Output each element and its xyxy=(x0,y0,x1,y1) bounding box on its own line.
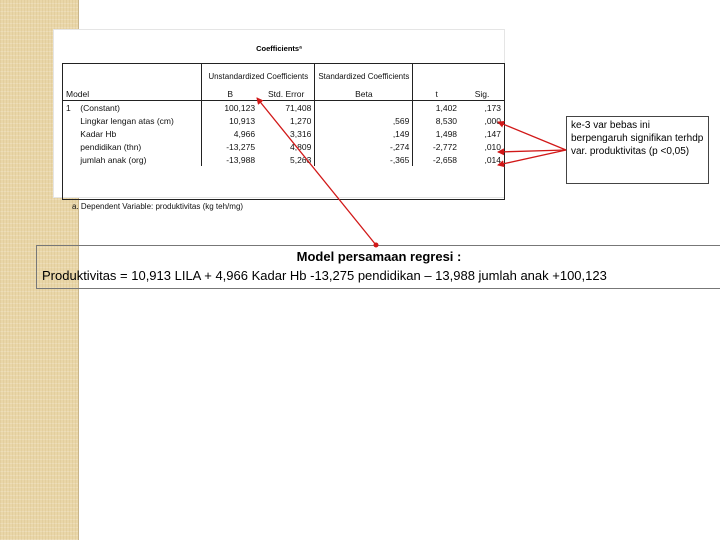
table-footnote: a. Dependent Variable: produktivitas (kg teh/mg) xyxy=(72,202,244,211)
cell-sig: ,000 xyxy=(484,115,501,126)
std-error-column-header: Std. Error xyxy=(258,88,315,101)
cell-std-error: 3,316 xyxy=(290,128,312,139)
row-label: Kadar Hb xyxy=(80,128,117,139)
cell-std-error: 4,809 xyxy=(290,141,312,152)
model-number: 1 xyxy=(66,102,71,113)
row-label: Lingkar lengan atas (cm) xyxy=(80,115,174,126)
cell-b: 100,123 xyxy=(202,101,258,115)
cell-std-error: 5,263 xyxy=(290,154,312,165)
arrow-origin-dot xyxy=(374,243,379,248)
cell-beta: -,365 xyxy=(315,153,413,166)
arrow-to-lila-sig xyxy=(498,122,566,150)
cell-t: -2,772 xyxy=(413,140,460,153)
unstandardized-group-header: Unstandardized Coefficients xyxy=(202,64,315,88)
cell-b: -13,275 xyxy=(202,140,258,153)
cell-beta: ,149 xyxy=(315,127,413,140)
significance-callout: ke-3 var bebas ini berpengaruh signifikan terhdp var. produktivitas (p <0,05) xyxy=(566,116,709,184)
cell-t: 1,402 xyxy=(413,101,460,115)
cell-t: 8,530 xyxy=(413,114,460,127)
cell-sig: ,147 xyxy=(484,128,501,139)
table-title: Coefficientsª xyxy=(256,44,302,53)
sig-column-header: Sig. xyxy=(460,88,504,101)
cell-std-error: 71,408 xyxy=(285,102,312,113)
model-equation: Produktivitas = 10,913 LILA + 4,966 Kadar Hb -13,275 pendidikan – 13,988 jumlah anak +100,123 xyxy=(42,268,607,283)
row-label: (Constant) xyxy=(80,102,120,113)
cell-beta: -,274 xyxy=(315,140,413,153)
cell-sig: ,014 xyxy=(484,154,501,165)
model-title: Model persamaan regresi : xyxy=(296,249,462,264)
cell-std-error: 1,270 xyxy=(290,115,312,126)
cell-b: 10,913 xyxy=(202,114,258,127)
cell-b: -13,988 xyxy=(202,153,258,166)
row-label: jumlah anak (org) xyxy=(80,154,147,165)
cell-t: 1,498 xyxy=(413,127,460,140)
beta-column-header: Beta xyxy=(315,88,413,101)
t-column-header: t xyxy=(413,88,460,101)
cell-sig: ,173 xyxy=(484,102,501,113)
b-column-header: B xyxy=(202,88,258,101)
model-column-header: Model xyxy=(63,88,202,101)
row-label: pendidikan (thn) xyxy=(80,141,142,152)
cell-t: -2,658 xyxy=(413,153,460,166)
cell-b: 4,966 xyxy=(202,127,258,140)
cell-sig: ,010 xyxy=(484,141,501,152)
standardized-group-header: Standardized Coefficients xyxy=(315,64,413,88)
cell-beta: ,569 xyxy=(315,114,413,127)
arrow-to-b-column xyxy=(257,98,376,245)
